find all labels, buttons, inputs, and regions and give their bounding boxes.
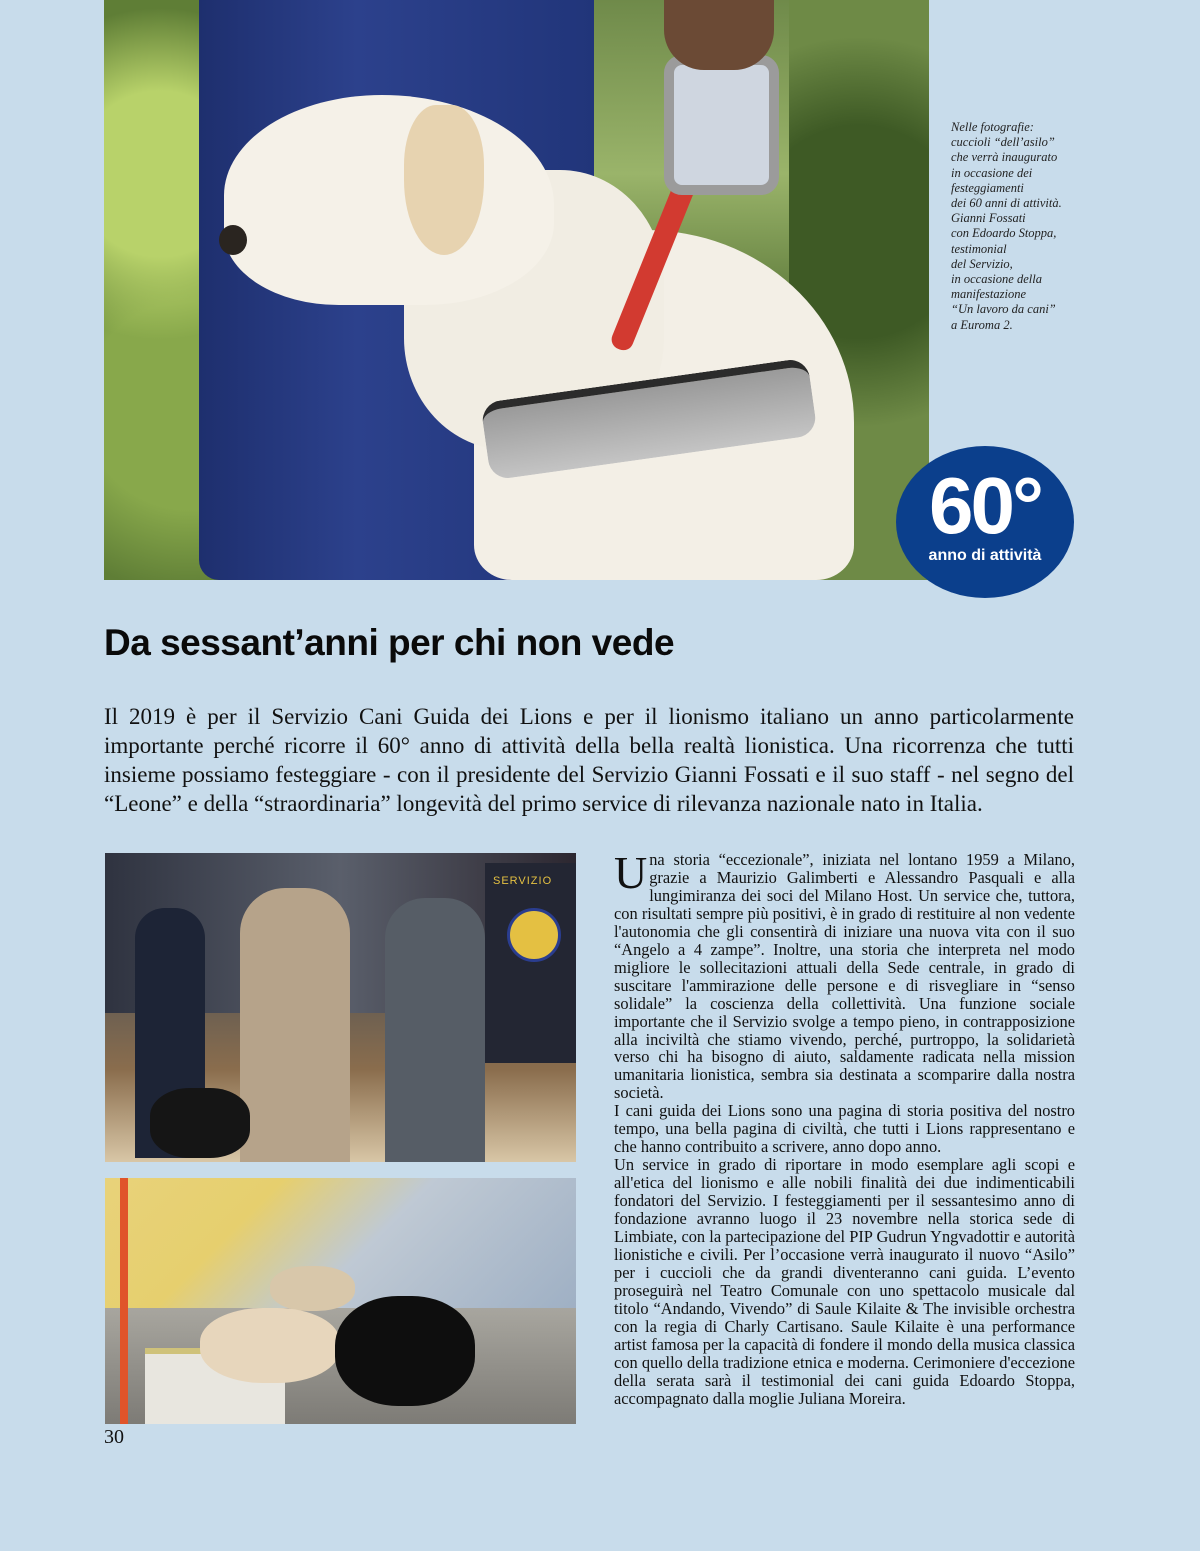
lions-logo-icon	[507, 908, 561, 962]
dog-ear	[404, 105, 484, 255]
caption-line: Nelle fotografie:	[951, 120, 1034, 134]
black-guide-dog	[150, 1088, 250, 1158]
caption-line: manifestazione	[951, 287, 1026, 302]
puppies-photo	[105, 1178, 576, 1424]
caption-line: con Edoardo Stoppa,	[951, 226, 1057, 241]
caption-line: del Servizio,	[951, 256, 1013, 271]
caption-line: in occasione della	[951, 272, 1042, 287]
anniversary-badge	[896, 446, 1074, 598]
body-paragraph: Un service in grado di riportare in modo esemplare agli scopi e all'etica del lionismo e alle nobili finalità dei due indimenticabili fondatori del Servizio. I festeggiamenti per il sessantesimo anno di fondazione avranno luogo il 23 novembre nella storica sede di Limbiate, con la partecipazione del PIP Gudrun Yngvadottir e autorità lionistiche e civili. Per l’occasione verrà inaugurato il nuovo “Asilo” per i cuccioli che da grandi diventeranno cani guida. L’evento proseguirà nel Teatro Comunale con uno spettacolo musicale dal titolo “Andando, Vivendo” di Saule Kilaite & The invisible orchestra con la regia di Charly Cartisano. Saule Kilaite è una performance artist famosa per la capacità di fondere il mondo della musica classica con quello della tradizione etnica e moderna. Cerimoniere d'eccezione della serata sarà il testimonial dei cani guida Edoardo Stoppa, accompagnato dalla moglie Juliana Moreira.	[614, 1155, 1075, 1408]
body-paragraph: I cani guida dei Lions sono una pagina di storia positiva del nostro tempo, una bella pagina di civiltà, che tutti i Lions rappresentano e che hanno contribuito a scrivere, anno dopo anno.	[614, 1101, 1075, 1157]
caption-line: testimonial	[951, 241, 1007, 256]
body-text: na storia “eccezionale”, iniziata nel lontano 1959 a Milano, grazie a Maurizio Galimberti e Alessandro Pasquali e alla lungimiranza dei soci del Milano Host. Un service che, tuttora, con risultati sempre più positivi, è in grado di restituire al non vedente l'autonomia che gli consentirà di iniziare una nuova vita con il suo “Angelo a 4 zampe”. Inoltre, una storia che interpreta nel modo migliore le sollecitazioni attuali della Sede centrale, in grado di suscitare l'ammirazione delle persone e di risvegliare in “senso solidale” la coscienza della collettività. Una funzione sociale importante che il Servizio svolge a tempo pieno, in contrapposizione alla inciviltà che stiamo vivendo, perché, purtroppo, la solidarietà verso chi ha bisogno di aiuto, saldamente radicata nella mission umanitaria lionistica, sembra sia destinata a scomparire dalla nostra società.	[614, 850, 1075, 1103]
article-headline: Da sessant’anni per chi non vede	[104, 622, 675, 663]
caption-line: festeggiamenti	[951, 180, 1024, 195]
badge-number: 60°	[929, 461, 1041, 550]
caption-line: in occasione dei	[951, 165, 1033, 180]
photo-caption	[951, 120, 1091, 333]
caption-line: cuccioli “dell’asilo”	[951, 135, 1055, 150]
person-gianni-fossati	[240, 888, 350, 1162]
person-edoardo-stoppa	[385, 898, 485, 1162]
article-body	[614, 847, 1075, 1408]
body-paragraph	[614, 847, 1075, 1103]
page-number: 30	[104, 1426, 124, 1448]
caption-line: che verrà inaugurato	[951, 150, 1058, 165]
event-photo	[105, 853, 576, 1162]
handler-hand	[664, 0, 774, 70]
sleeping-puppy	[270, 1266, 355, 1311]
caption-line: a Euroma 2.	[951, 317, 1013, 332]
banner-text: SERVIZIO	[493, 875, 553, 887]
article-lead: Il 2019 è per il Servizio Cani Guida dei Lions e per il lionismo italiano un anno particolarmente importante perché ricorre il 60° anno di attività della bella realtà lionistica. Una ricorrenza che tutti insieme possiamo festeggiare - con il presidente del Servizio Gianni Fossati e il suo staff - nel segno del “Leone” e della “straordinaria” longevità del primo service di rilevanza nazionale nato in Italia.	[104, 704, 1074, 816]
harness-handle	[664, 55, 779, 195]
caption-line: dei 60 anni di attività.	[951, 196, 1062, 211]
lions-banner	[485, 863, 576, 1063]
dog-nose	[219, 225, 247, 255]
hero-photo	[104, 0, 929, 580]
yellow-puppy	[200, 1308, 340, 1383]
black-puppy	[335, 1296, 475, 1406]
caption-line: Gianni Fossati	[951, 211, 1026, 226]
orange-pole	[120, 1178, 128, 1424]
caption-line: “Un lavoro da cani”	[951, 302, 1056, 317]
drop-cap: U	[614, 847, 648, 898]
badge-text: anno di attività	[928, 547, 1042, 564]
